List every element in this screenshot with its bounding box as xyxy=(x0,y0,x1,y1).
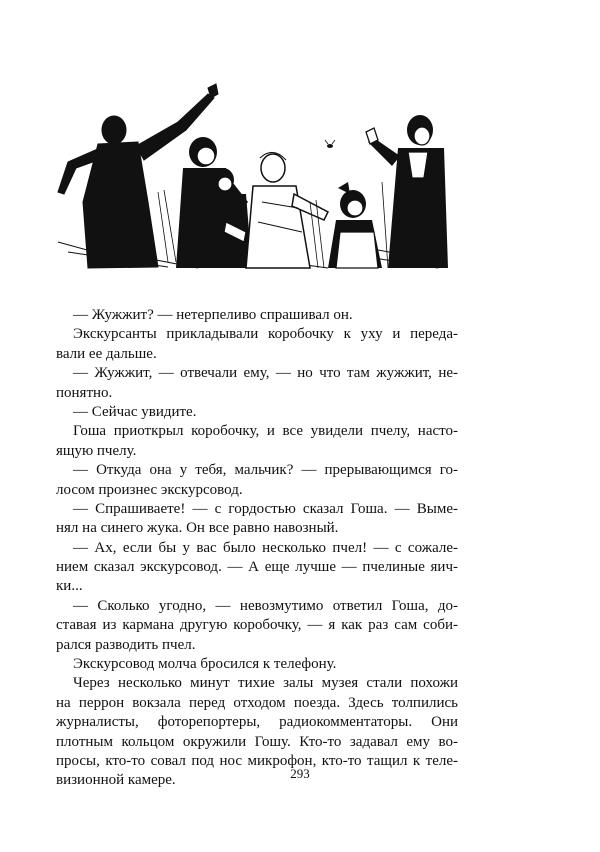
text-line: ящую пчелу. xyxy=(56,442,137,459)
text-line: плотным кольцом окружили Гошу. Кто-то задавал ему во- xyxy=(56,733,458,750)
text-line: — Спрашиваете! — с гордостью сказал Гоша. — Выме- xyxy=(73,500,458,517)
text-line: — Сколько угодно, — невозмутимо ответил Гоша, до- xyxy=(73,597,458,614)
text-line: журналисты, фоторепортеры, радиокомментаторы. Они xyxy=(56,714,458,731)
page-number: 293 xyxy=(290,766,310,781)
illustration xyxy=(48,82,448,270)
text-line: нял на синего жука. Он все равно навозный. xyxy=(56,520,339,537)
text-line: Экскурсанты прикладывали коробочку к уху и переда- xyxy=(73,326,458,343)
text-line: — Ах, если бы у вас было несколько пчел! — с сожале- xyxy=(73,539,458,556)
text-line: на перрон вокзала перед отходом поезда. Здесь толпились xyxy=(56,694,458,711)
text-line: Гоша приоткрыл коробочку, и все увидели пчелу, насто- xyxy=(73,423,458,440)
text-line: ки... xyxy=(56,578,83,595)
text-line: понятно. xyxy=(56,384,113,401)
text-line: просы, кто-то совал под нос микрофон, кто-то тащил к теле- xyxy=(56,752,458,769)
text-line: вали ее дальше. xyxy=(56,345,157,362)
text-line: ставая из кармана другую коробочку, — я как раз сам соби- xyxy=(56,617,458,634)
text-line: рался разводить пчел. xyxy=(56,636,196,653)
text-line: Экскурсовод молча бросился к телефону. xyxy=(73,656,337,673)
children-and-guide-catching-bee-icon xyxy=(48,82,448,270)
text-line: — Откуда она у тебя, мальчик? — прерывающимся го- xyxy=(73,462,458,479)
text-line: нием сказал экскурсовод. — А еще лучше — пчелиные яич- xyxy=(56,559,458,576)
text-line: Через несколько минут тихие залы музея стали похожи xyxy=(73,675,458,692)
text-line: визионной камере. xyxy=(56,772,176,789)
text-line: — Жужжит? — нетерпеливо спрашивал он. xyxy=(73,307,353,323)
text-line: — Сейчас увидите. xyxy=(73,403,197,420)
text-line: лосом произнес экскурсовод. xyxy=(56,481,243,498)
body-text xyxy=(56,306,458,791)
text-line: — Жужжит, — отвечали ему, — но что там жужжит, не- xyxy=(73,365,458,382)
